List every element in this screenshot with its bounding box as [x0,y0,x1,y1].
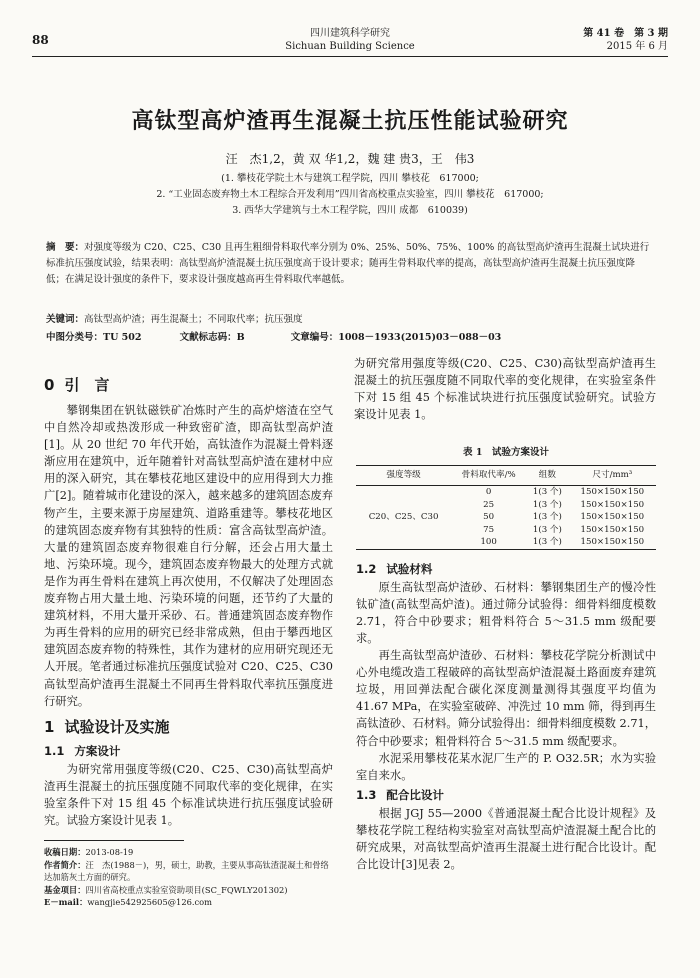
table-cell: 1(3 个) [526,536,569,549]
section-1-1-continued [354,356,656,440]
affiliation-3: 3. 西华大学建筑与土木工程学院，四川 成都 610039) [232,205,468,216]
table-1-header: 强度等级 [356,466,451,486]
author-bio: 汪 杰(1988－)，男，硕士，助教，主要从事高钛渣混凝土和骨络达加筋灰土方面的研究。 [44,859,329,882]
intro-paragraph: 攀钢集团在钒钛磁铁矿冶炼时产生的高炉熔渣在空气中自然冷却或热泼形成一种致密矿渣，即高钛型高炉渣[1]。从 20 世纪 70 年代开始，高钛渣作为混凝土骨料逐渐应用在建筑中，近年随着针对高钛型高炉渣在建材中应用的深入研究，其在攀枝花地区建设中的应用得到大力推广[2]。随着城市化建设的深入，越来越多的建筑固态废弃物产生，主要来源于房屋建筑、道路重建等。攀枝花地区的建筑固态废弃物有其独特的性质：富含高钛型高炉渣。大量的建筑固态废弃物很难自行分解，还会占用大量土地、污染环境。现今，建筑固态废弃物最大的处理方式就是作为再生骨料在建筑上再次使用，不仅解决了处理固态废弃物占用大量土地、污染环境的问题，还节约了大量的建筑材料，不用大量开采砂、石。普通建筑固态废弃物作为再生骨料的应用的研究已经非常成熟，但由于攀西地区建筑固态废弃物的特殊性，其作为建材的应用研究现还无人开展。笔者通过标准抗压强度试验对 C20、C25、C30 高钛型高炉渣再生混凝土不同再生骨料取代率抗压强度进行研究。 [44,404,333,708]
table-cell: 50 [483,512,495,523]
section-1-3-paragraph: 根据 JGJ 55—2000《普通混凝土配合比设计规程》及攀枝花学院工程结构实验室对高钛型高炉渣混凝土配合比的研究成果，对高钛型高炉渣再生混凝土进行配合比设计。配合比设计[3]见表 2。 [356,806,656,872]
author-list: 汪 杰1,2，黄 双 华1,2，魏 建 贵3，王 伟3 [225,152,475,166]
page-number: 88 [32,33,49,47]
table-cell: 1(3 个) [532,499,562,510]
section-1-heading: 1 试验设计及实施 [44,717,170,736]
journal-name-cn: 四川建筑科学研究 [310,28,390,39]
section-1-3-heading: 1.3 配合比设计 [356,787,444,802]
header-rule [32,56,668,57]
right-column [354,356,656,873]
article-no: 1008－1933(2015)03－088－03 [338,332,502,343]
table-cell: 75 [483,524,495,535]
footnote: 收稿日期：2013-08-19 作者简介：汪 杰(1988－)，男，硕士，助教，主要从事高钛渣混凝土和骨络达加筋灰土方面的研究。 基金项目：四川省高校重点实验室资助项目(SC_FQWLY201302) E－mail：wangjie542925605@126.com [44,847,329,907]
affiliation-1: (1. 攀枝花学院土木与建筑工程学院，四川 攀枝花 617000; [221,173,479,184]
table-1-caption: 表 1 试验方案设计 [463,447,549,458]
table-cell: 1(3 个) [532,487,562,498]
doc-code: B [236,332,245,343]
left-column [44,372,333,827]
volume-issue: 第 41 卷 第 3 期 [583,28,668,39]
section-1-2-paragraph-2: 再生高钛型高炉渣砂、石材料：攀枝花学院分析测试中心外电缆改造工程破碎的高钛型高炉渣混凝土路面废弃建筑垃圾，用回弹法配合碳化深度测量测得其强度平均值为 41.67 MPa，在实验室破碎、冲洗过 10 mm 筛，得到再生高钛渣砂、石材料。筛分试验得出：细骨料细度模数 2.71，符合中砂要求；粗骨料符合 5～31.5 mm 级配要求。 [356,649,656,748]
clc-code: TU 502 [103,332,142,343]
table-cell: 150×150×150 [580,524,645,535]
section-1-1-heading: 1.1 方案设计 [44,743,121,758]
table-1-header: 尺寸/mm³ [569,466,656,486]
table-cell: 150×150×150 [580,487,645,498]
table-1-grade-cell: C20、C25、C30 [356,486,451,550]
keywords-text: 高钛型高炉渣；再生混凝土；不同取代率；抗压强度 [84,314,303,325]
table-cell: 150×150×150 [569,536,656,549]
abstract-label: 摘 要： [46,242,85,253]
affiliation-2: 2. “工业固态废弃物土木工程综合开发利用”四川省高校重点实验室，四川 攀枝花 617000; [156,189,544,200]
received-date: 2013-08-19 [85,847,134,857]
table-cell: 1(3 个) [532,512,562,523]
section-1-2-paragraph-3: 水泥采用攀枝花某水泥厂生产的 P. O32.5R；水为实验室自来水。 [356,751,656,782]
table-cell: 150×150×150 [580,499,645,510]
section-0-heading: 0 引 言 [44,376,110,394]
table-1-header: 组数 [526,466,569,486]
keywords-label: 关键词： [46,314,85,325]
clc-label: 中图分类号： [46,332,104,343]
section-1-1-paragraph: 为研究常用强度等级(C20、C25、C30)高钛型高炉渣再生混凝土的抗压强度随不同取代率的变化规律，在实验室条件下对 15 组 45 个标准试块进行抗压强度试验研究。试验方案设计见表 1。 [44,762,333,827]
table-1-header-row [356,466,656,486]
article-title: 高钛型高炉渣再生混凝土抗压性能试验研究 [131,108,569,134]
section-1-1-start [44,761,333,827]
email-address: wangjie542925605@126.com [87,897,213,907]
journal-name-en: Sichuan Building Science [285,41,415,52]
table-cell: 100 [451,536,526,549]
table-cell: 25 [483,499,495,510]
keywords [46,312,652,328]
table-cell: 0 [485,487,492,498]
doc-code-label: 文献标志码： [179,332,237,343]
article-no-label: 文章编号： [290,332,339,343]
abstract-text: 对强度等级为 C20、C25、C30 且再生粗细骨料取代率分别为 0%、25%、50%、75%、100% 的高钛型高炉渣再生混凝土试块进行标准抗压强度试验，结果表明：高钛型高炉渣混凝土抗压强度高于设计要求；随再生骨料取代率的提高，高钛型高炉渣再生混凝土抗压强度降低；在满足设计强度的条件下，要求设计强度越高再生骨料取代率越低。 [46,242,650,285]
table-cell: 150×150×150 [580,512,645,523]
table-row [356,486,656,499]
table-1-header: 骨料取代率/% [451,466,526,486]
fund-info: 四川省高校重点实验室资助项目(SC_FQWLY201302) [85,884,288,895]
section-1-2-paragraph-1: 原生高钛型高炉渣砂、石材料：攀钢集团生产的慢冷性钛矿渣(高钛型高炉渣)。通过筛分试验得：细骨料细度模数 2.71，符合中砂要求；粗骨料符合 5～31.5 mm 级配要求。 [356,580,656,645]
footnote-rule [44,840,184,841]
section-1-2-heading: 1.2 试验材料 [356,561,433,576]
classification-line [46,330,652,346]
table-1 [356,465,656,550]
issue-date: 2015 年 6 月 [606,41,668,52]
table-cell: 1(3 个) [532,524,562,535]
abstract [46,240,652,288]
section-1-1-paragraph-continued: 为研究常用强度等级(C20、C25、C30)高钛型高炉渣再生混凝土的抗压强度随不同取代率的变化规律，在实验室条件下对 15 组 45 个标准试块进行抗压强度试验研究。试验方案设计见表 1。 [354,356,656,422]
